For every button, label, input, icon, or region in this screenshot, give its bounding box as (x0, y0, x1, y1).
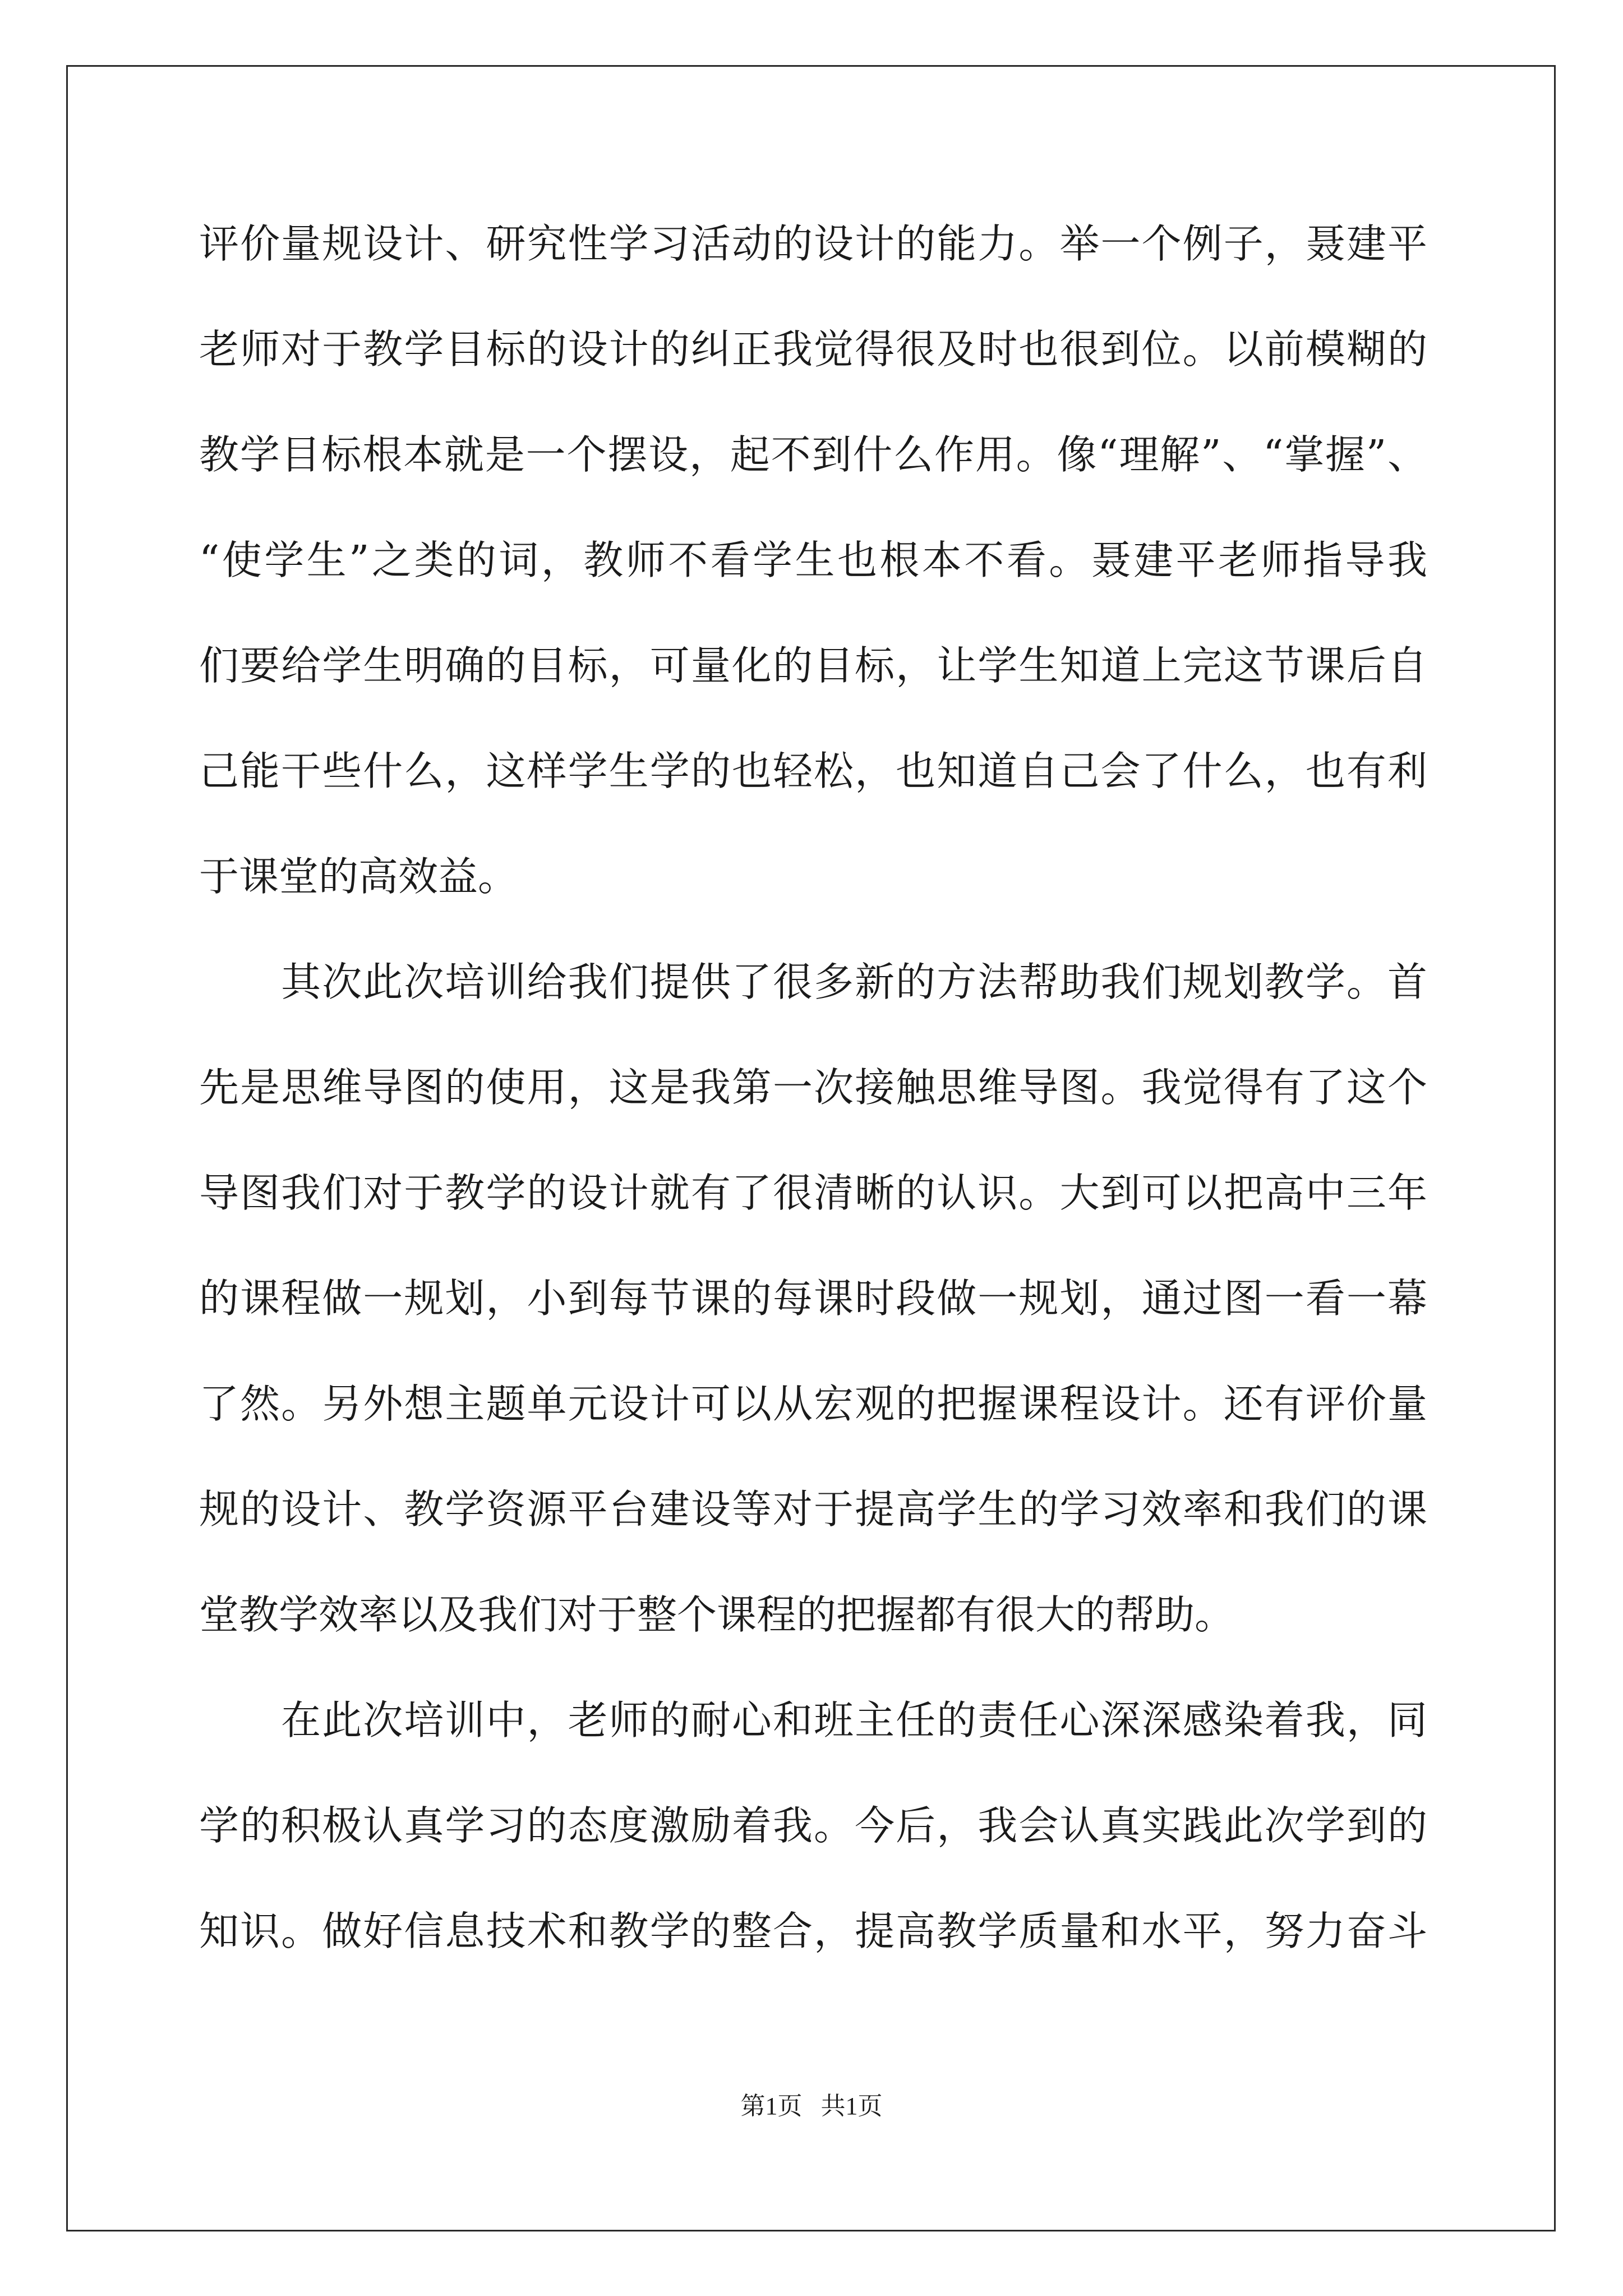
text-line: 们要给学生明确的目标，可量化的目标，让学生知道上完这节课后自 (199, 642, 1427, 689)
text-line: 于课堂的高效益。 (199, 853, 518, 900)
text-line: 先是思维导图的使用，这是我第一次接触思维导图。我觉得有了这个 (199, 1064, 1427, 1111)
text-line: 堂教学效率以及我们对于整个课程的把握都有很大的帮助。 (199, 1591, 1235, 1638)
text-line: “使学生”之类的词，教师不看学生也根本不看。聂建平老师指导我 (199, 537, 1427, 583)
text-line: 学的积极认真学习的态度激励着我。今后，我会认真实践此次学到的 (199, 1802, 1427, 1849)
text-line: 的课程做一规划，小到每节课的每课时段做一规划，通过图一看一幕 (199, 1275, 1427, 1322)
text-line: 知识。做好信息技术和教学的整合，提高教学质量和水平，努力奋斗 (199, 1908, 1427, 1954)
text-line: 在此次培训中，老师的耐心和班主任的责任心深深感染着我，同 (199, 1697, 1427, 1743)
text-line: 教学目标根本就是一个摆设，起不到什么作用。像“理解”、“掌握”、 (199, 431, 1427, 478)
text-line: 老师对于教学目标的设计的纠正我觉得很及时也很到位。以前模糊的 (199, 326, 1427, 372)
page-number-footer: 第1页 共1页 (740, 2092, 883, 2120)
text-line: 导图我们对于教学的设计就有了很清晰的认识。大到可以把高中三年 (199, 1170, 1427, 1216)
text-line: 其次此次培训给我们提供了很多新的方法帮助我们规划教学。首 (199, 959, 1427, 1005)
text-line: 规的设计、教学资源平台建设等对于提高学生的学习效率和我们的课 (199, 1486, 1427, 1533)
text-line: 评价量规设计、研究性学习活动的设计的能力。举一个例子，聂建平 (199, 220, 1427, 267)
text-line: 了然。另外想主题单元设计可以从宏观的把握课程设计。还有评价量 (199, 1381, 1427, 1427)
text-line: 己能干些什么，这样学生学的也轻松，也知道自己会了什么，也有利 (199, 748, 1427, 794)
